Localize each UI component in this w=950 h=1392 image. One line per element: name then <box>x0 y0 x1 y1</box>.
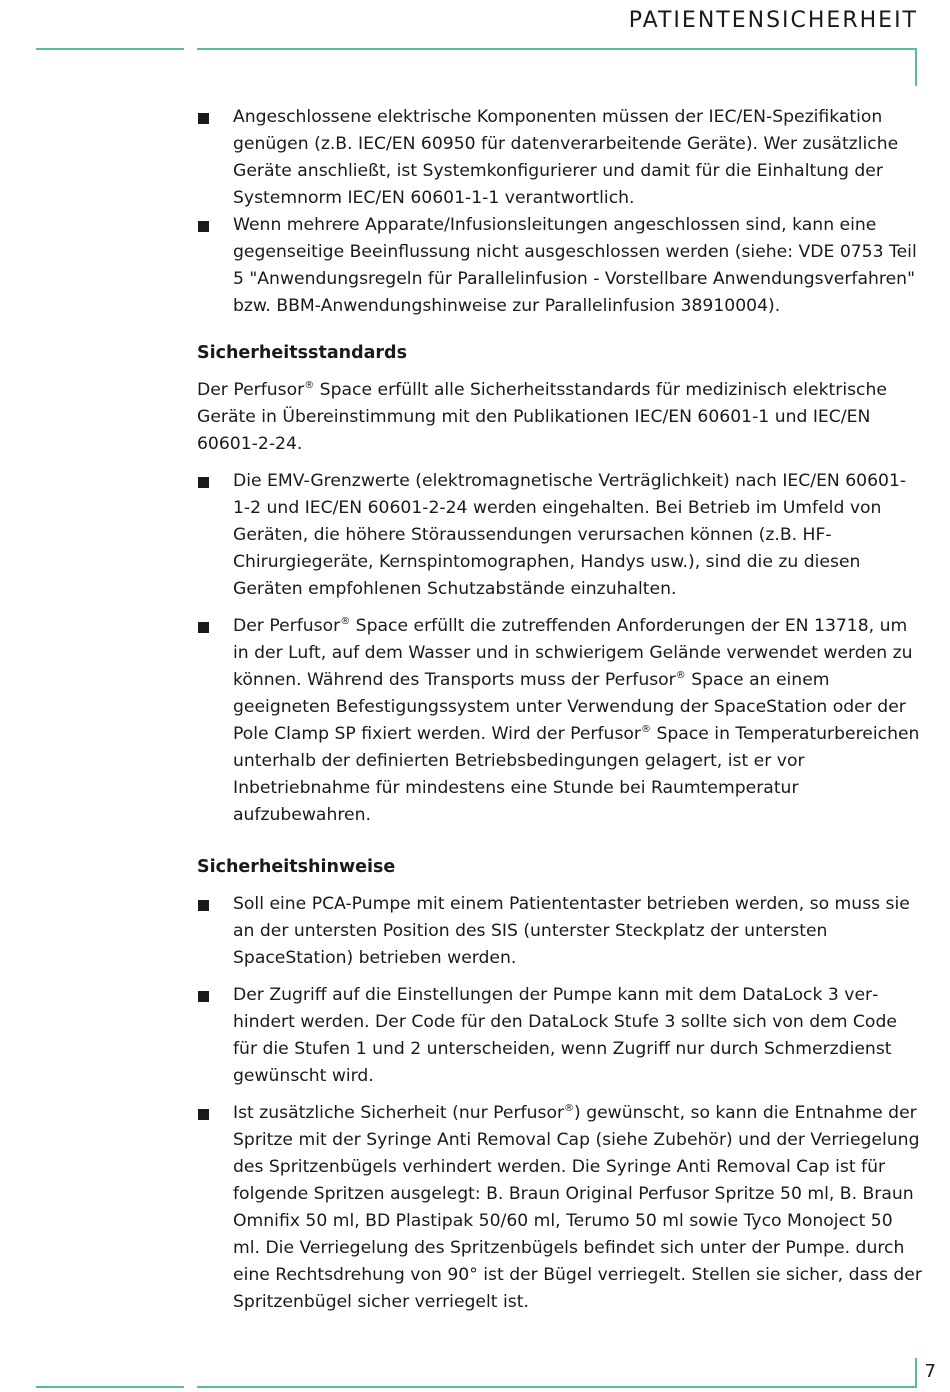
section-heading-safety-notes: Sicherheitshinweise <box>197 857 396 877</box>
registered-mark: ® <box>675 670 686 681</box>
list-item: Der Perfusor® Space erfüllt die zutreffenden Anforderungen der EN 13718, um in der Luft, auf dem Wasser und in schwierigem Gelände verwendet werden zu können. Während des Transports muss der Perfusor® Space an einem geeigneten Befestigungssystem unter Verwendung der SpaceStation oder der Pole Clamp SP fixiert werden. Wird der Perfusor® Space in Temperaturbereichen unterhalb der definierten Betriebsbedingungen gelagert, ist er vor Inbetriebnahme für mindestens eine Stunde bei Raumtemperatur aufzubewahren. <box>197 613 922 829</box>
bullet-square-icon <box>198 622 209 633</box>
bullet-square-icon <box>198 991 209 1002</box>
intro-bullet-list <box>197 104 922 320</box>
safety-notes-bullet-list <box>197 891 922 1316</box>
list-item: Ist zusätzliche Sicherheit (nur Perfusor®) gewünscht, so kann die Entnahme der Spritze mit der Syringe Anti Removal Cap (siehe Zubehör) und der Verriegelung des Spritzenbügels verhindert werden. Die Syringe Anti Removal Cap ist für folgende Spritzen ausgelegt: B. Braun Original Perfusor Spritze 50 ml, B. Braun Omnifix 50 ml, BD Plastipak 50/60 ml, Terumo 50 ml sowie Tyco Monoject 50 ml. Die Verriegelung des Spritzenbügels befindet sich unter der Pumpe. durch eine Rechtsdrehung von 90° ist der Bügel verriegelt. Stellen sie sicher, dass der Spritzenbügel sicher verriegelt ist. <box>197 1100 922 1316</box>
bullet-square-icon <box>198 1109 209 1120</box>
list-item: Der Zugriff auf die Einstellungen der Pumpe kann mit dem DataLock 3 verhindert werden. Der Code für den DataLock Stufe 3 sollte sich von dem Code für die Stufen 1 und 2 unterscheiden, wenn Zugriff nur durch Schmerzdienst gewünscht wird. <box>197 982 922 1090</box>
bullet-square-icon <box>198 221 209 232</box>
safety-standards-bullet-list <box>197 468 922 829</box>
bullet-square-icon <box>198 900 209 911</box>
page-number: 7 <box>924 1361 936 1382</box>
footer-rule-corner <box>915 1358 917 1388</box>
section-heading-safety-standards: Sicherheitsstandards <box>197 343 407 363</box>
page-header-title: PATIENTENSICHERHEIT <box>628 8 918 33</box>
header-rule-left <box>36 48 184 50</box>
list-item: Angeschlossene elektrische Komponenten müssen der IEC/EN-Spezifikation genügen (z.B. IEC/EN 60950 für datenverarbeitende Geräte). Wer zusätzliche Geräte anschließt, ist Systemkonfigurierer und damit für die Einhaltung der Systemnorm IEC/EN 60601-1-1 verantwortlich. <box>197 104 922 212</box>
registered-mark: ® <box>564 1103 575 1114</box>
bullet-square-icon <box>198 113 209 124</box>
safety-standards-paragraph: Der Perfusor® Space erfüllt alle Sicherheitsstandards für medizinisch elektrische Geräte in Übereinstimmung mit den Publikationen IEC/EN 60601-1 und IEC/EN 60601-2-24. <box>197 380 887 454</box>
header-rule-corner <box>915 48 917 86</box>
list-item: Soll eine PCA-Pumpe mit einem Patiententaster betrieben werden, so muss sie an der untersten Position des SIS (unterster Steckplatz der untersten SpaceStation) betrieben werden. <box>197 891 922 972</box>
header-rule-right <box>197 48 917 50</box>
list-item: Wenn mehrere Apparate/Infusionsleitungen angeschlossen sind, kann eine gegenseitige Beeinflussung nicht ausgeschlossen werden (siehe: VDE 0753 Teil 5 "Anwendungsregeln für Parallelinfusion - Vorstellbare Anwendungsverfahren" bzw. BBM-Anwendungshinweise zur Parallelinfusion 38910004). <box>197 212 922 320</box>
registered-mark: ® <box>340 616 351 627</box>
page-content <box>197 104 922 1316</box>
bullet-square-icon <box>198 477 209 488</box>
footer-rule-left <box>36 1386 184 1388</box>
footer-rule-right <box>197 1386 915 1388</box>
registered-mark: ® <box>304 380 315 391</box>
list-item: Die EMV-Grenzwerte (elektromagnetische Verträglichkeit) nach IEC/EN 60601-1-2 und IEC/EN 60601-2-24 werden eingehalten. Bei Betrieb im Umfeld von Geräten, die höhere Störaussendungen verursachen können (z.B. HF-Chirurgiegeräte, Kernspintomographen, Handys usw.), sind die zu diesen Geräten empfohlenen Schutzabstände einzuhalten. <box>197 468 922 603</box>
registered-mark: ® <box>640 724 651 735</box>
